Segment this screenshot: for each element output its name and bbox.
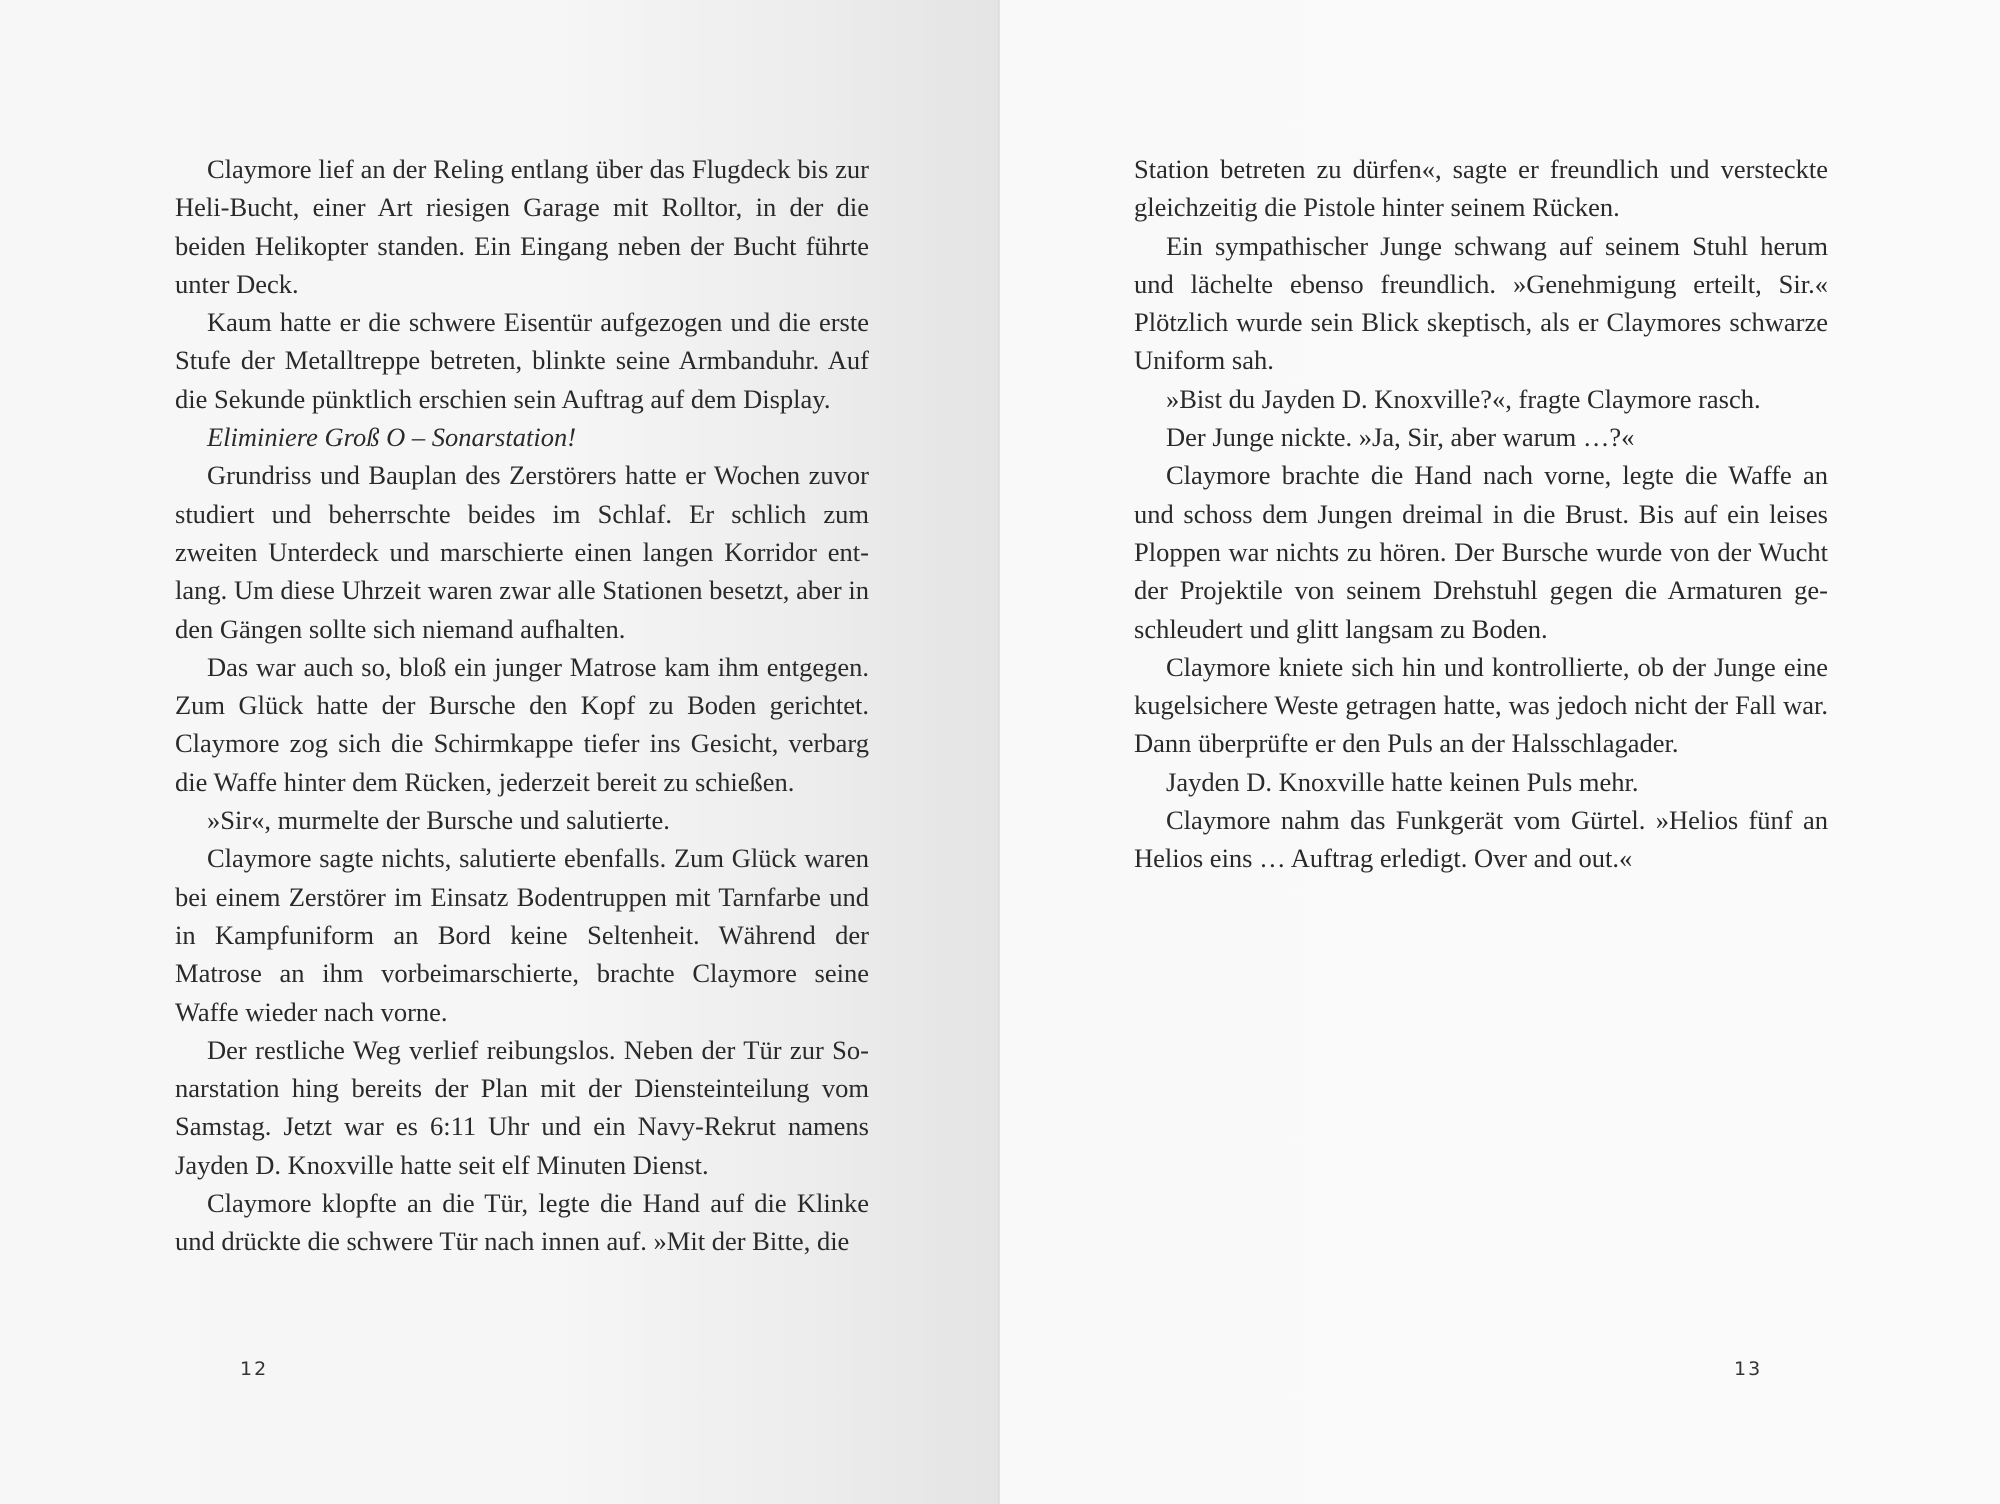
paragraph: Der Junge nickte. »Ja, Sir, aber warum …?« xyxy=(1166,422,1635,453)
paragraph: Claymore kniete sich hin und kontrollierte, ob der Junge eine kugelsichere Weste getragen hatte, was jedoch nicht der Fall war. Dann überprüfte er den Puls an der Halsschlagader. xyxy=(1134,651,1828,759)
paragraph: Jayden D. Knoxville hatte keinen Puls mehr. xyxy=(1166,766,1639,797)
paragraph: Claymore nahm das Funkgerät vom Gürtel. »Helios fünf an Helios eins … Auftrag erledigt. Over and out.« xyxy=(1134,805,1828,874)
paragraph: Claymore klopfte an die Tür, legte die Hand auf die Klinke und drückte die schwere Tür nach innen auf. »Mit der Bitte, die xyxy=(175,1188,869,1257)
italic-message: Eliminiere Groß O – Sonarstation! xyxy=(207,422,577,453)
left-page-text xyxy=(175,150,869,1261)
page-number-left: 12 xyxy=(240,1358,269,1380)
paragraph: Der restliche Weg verlief reibungslos. Neben der Tür zur Sonarstation hing bereits der Plan mit der Diensteinteilung vom Samstag. Jetzt war es 6:11 Uhr und ein Navy-Rekrut namens Jayden D. Knoxville hatte seit elf Minuten Dienst. xyxy=(175,1034,869,1180)
paragraph: Ein sympathischer Junge schwang auf seinem Stuhl herum und lächelte ebenso freundlich. »Genehmigung erteilt, Sir.« Plötzlich wurde sein Blick skeptisch, als er Claymores schwarze Uniform sah. xyxy=(1134,230,1828,376)
right-page xyxy=(1000,0,2000,1504)
paragraph: Claymore sagte nichts, salutierte ebenfalls. Zum Glück waren bei einem Zerstörer im Einsatz Bodentruppen mit Tarnfarbe und in Kampfuniform an Bord keine Seltenheit. Während der Matrose an ihm vorbeimarschierte, brachte Claymore seine Waffe wieder nach vorne. xyxy=(175,843,869,1027)
page-number-right: 13 xyxy=(1734,1358,1763,1380)
paragraph: Kaum hatte er die schwere Eisentür aufgezogen und die erste Stufe der Metalltreppe betreten, blinkte seine Armbanduhr. Auf die Sekunde pünktlich erschien sein Auftrag auf dem Display. xyxy=(175,307,869,414)
paragraph: Claymore lief an der Reling entlang über das Flugdeck bis zur Heli-Bucht, einer Art riesigen Garage mit Rolltor, in der die beiden Helikopter standen. Ein Eingang neben der Bucht führte unter Deck. xyxy=(175,154,869,299)
paragraph: »Bist du Jayden D. Knoxville?«, fragte Claymore rasch. xyxy=(1166,383,1761,414)
paragraph: Claymore brachte die Hand nach vorne, legte die Waffe an und schoss dem Jungen dreimal in die Brust. Bis auf ein leises Ploppen war nichts zu hören. Der Bursche wurde von der Wucht der Projektile von seinem Drehstuhl gegen die Armaturen geschleudert und glitt langsam zu Boden. xyxy=(1134,460,1828,644)
paragraph-continued: Station betreten zu dürfen«, sagte er freundlich und versteckte gleichzeitig die Pistole hinter seinem Rücken. xyxy=(1134,154,1828,223)
right-page-text xyxy=(1134,150,1828,878)
paragraph: »Sir«, murmelte der Bursche und salutierte. xyxy=(207,805,670,836)
paragraph: Das war auch so, bloß ein junger Matrose kam ihm entgegen. Zum Glück hatte der Bursche den Kopf zu Boden gerichtet. Claymore zog sich die Schirmkappe tiefer ins Gesicht, verbarg die Waffe hinter dem Rücken, jederzeit bereit zu schießen. xyxy=(175,651,869,797)
paragraph: Grundriss und Bauplan des Zerstörers hatte er Wochen zuvor studiert und beherrschte beides im Schlaf. Er schlich zum zweiten Unterdeck und marschierte einen langen Korridor entlang. Um diese Uhrzeit waren zwar alle Stationen besetzt, aber in den Gängen sollte sich niemand aufhalten. xyxy=(175,460,869,644)
